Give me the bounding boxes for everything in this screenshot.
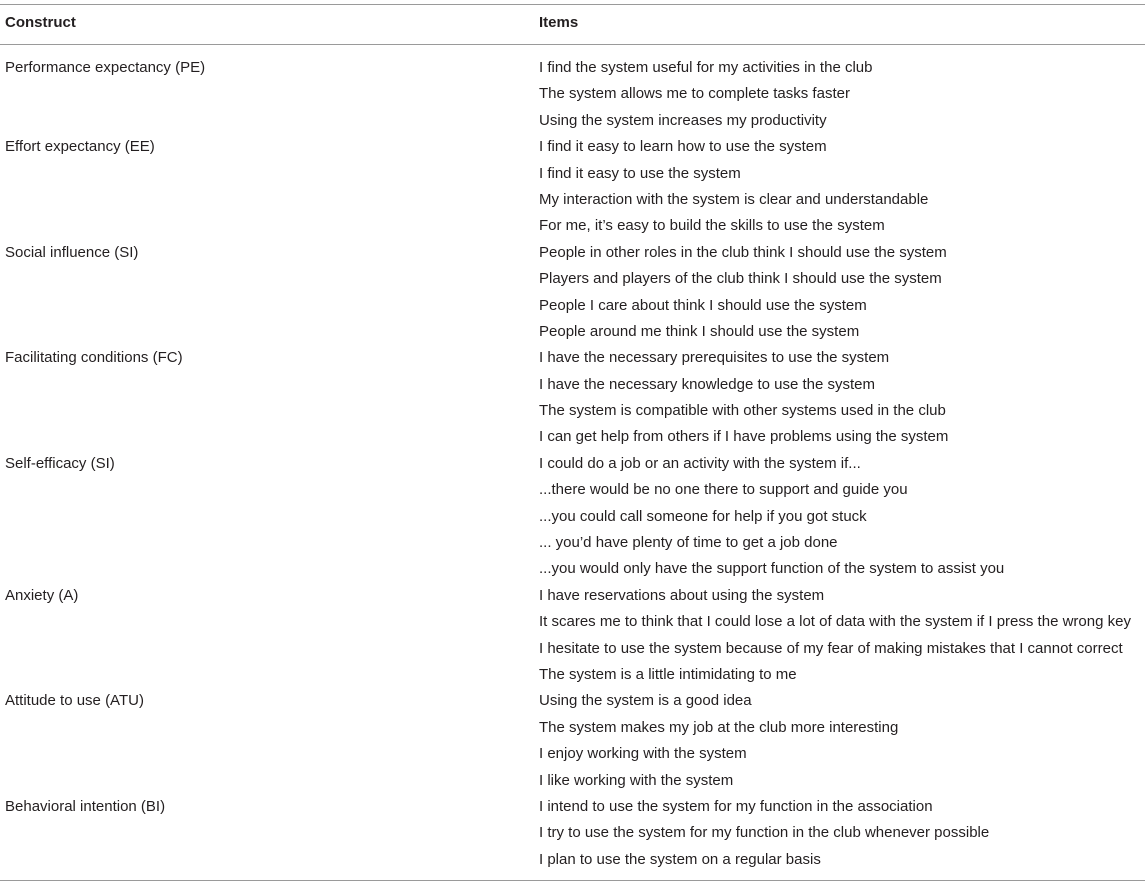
construct-cell: Facilitating conditions (FC)	[5, 349, 183, 367]
table-header	[0, 14, 1145, 34]
item-text: Using the system increases my productivity	[539, 111, 827, 129]
item-text: My interaction with the system is clear and understandable	[539, 190, 929, 208]
table-row	[0, 240, 1145, 346]
items-cell	[539, 55, 1145, 134]
items-cell	[539, 794, 1145, 873]
construct-cell: Self-efficacy (SI)	[5, 454, 115, 472]
table-row	[0, 55, 1145, 134]
table-row	[0, 794, 1145, 873]
column-header-items: Items	[539, 14, 579, 31]
item-text: I find it easy to use the system	[539, 164, 741, 182]
item-text: People I care about think I should use the system	[539, 296, 867, 314]
items-cell	[539, 451, 1145, 583]
item-text: I could do a job or an activity with the system if...	[539, 454, 861, 472]
table-row	[0, 688, 1145, 794]
item-text: I try to use the system for my function in the club whenever possible	[539, 824, 990, 842]
item-text: I have the necessary knowledge to use the system	[539, 375, 876, 393]
item-text: I have the necessary prerequisites to use the system	[539, 349, 890, 367]
item-text: The system makes my job at the club more interesting	[539, 718, 899, 736]
item-text: The system is a little intimidating to me	[539, 665, 797, 683]
item-text: I enjoy working with the system	[539, 745, 747, 763]
item-text: The system allows me to complete tasks faster	[539, 85, 850, 103]
item-text: It scares me to think that I could lose a lot of data with the system if I press the wrong key	[539, 613, 1131, 631]
item-text: People around me think I should use the system	[539, 322, 860, 340]
table-row	[0, 451, 1145, 583]
table-top-rule	[0, 4, 1145, 5]
item-text: I hesitate to use the system because of my fear of making mistakes that I cannot correct	[539, 639, 1123, 657]
item-text: Using the system is a good idea	[539, 692, 752, 710]
table-bottom-rule	[0, 880, 1145, 881]
items-cell	[539, 134, 1145, 240]
item-text: ...there would be no one there to support and guide you	[539, 481, 908, 499]
construct-cell: Behavioral intention (BI)	[5, 797, 166, 815]
item-text: I intend to use the system for my function in the association	[539, 797, 933, 815]
item-text: I find it easy to learn how to use the system	[539, 138, 827, 156]
item-text: ... you’d have plenty of time to get a job done	[539, 534, 838, 552]
item-text: For me, it’s easy to build the skills to use the system	[539, 217, 885, 235]
item-text: I can get help from others if I have problems using the system	[539, 428, 949, 446]
table-body	[0, 55, 1145, 873]
item-text: People in other roles in the club think I should use the system	[539, 243, 947, 261]
table-row	[0, 583, 1145, 689]
table-header-rule	[0, 44, 1145, 45]
item-text: I plan to use the system on a regular basis	[539, 850, 821, 868]
construct-cell: Anxiety (A)	[5, 586, 79, 604]
construct-cell: Performance expectancy (PE)	[5, 59, 206, 76]
item-text: I like working with the system	[539, 771, 734, 789]
item-text: The system is compatible with other systems used in the club	[539, 402, 946, 420]
item-text: I have reservations about using the system	[539, 586, 825, 604]
items-cell	[539, 688, 1145, 794]
items-cell	[539, 583, 1145, 689]
construct-cell: Attitude to use (ATU)	[5, 692, 144, 710]
table-row	[0, 345, 1145, 451]
items-cell	[539, 240, 1145, 346]
table-row	[0, 134, 1145, 240]
column-header-construct: Construct	[5, 14, 76, 31]
item-text: Players and players of the club think I should use the system	[539, 270, 942, 288]
construct-cell: Effort expectancy (EE)	[5, 138, 155, 156]
items-cell	[539, 345, 1145, 451]
item-text: ...you would only have the support function of the system to assist you	[539, 560, 1005, 578]
construct-cell: Social influence (SI)	[5, 243, 139, 261]
item-text: ...you could call someone for help if you got stuck	[539, 507, 867, 525]
item-text: I find the system useful for my activities in the club	[539, 59, 873, 76]
